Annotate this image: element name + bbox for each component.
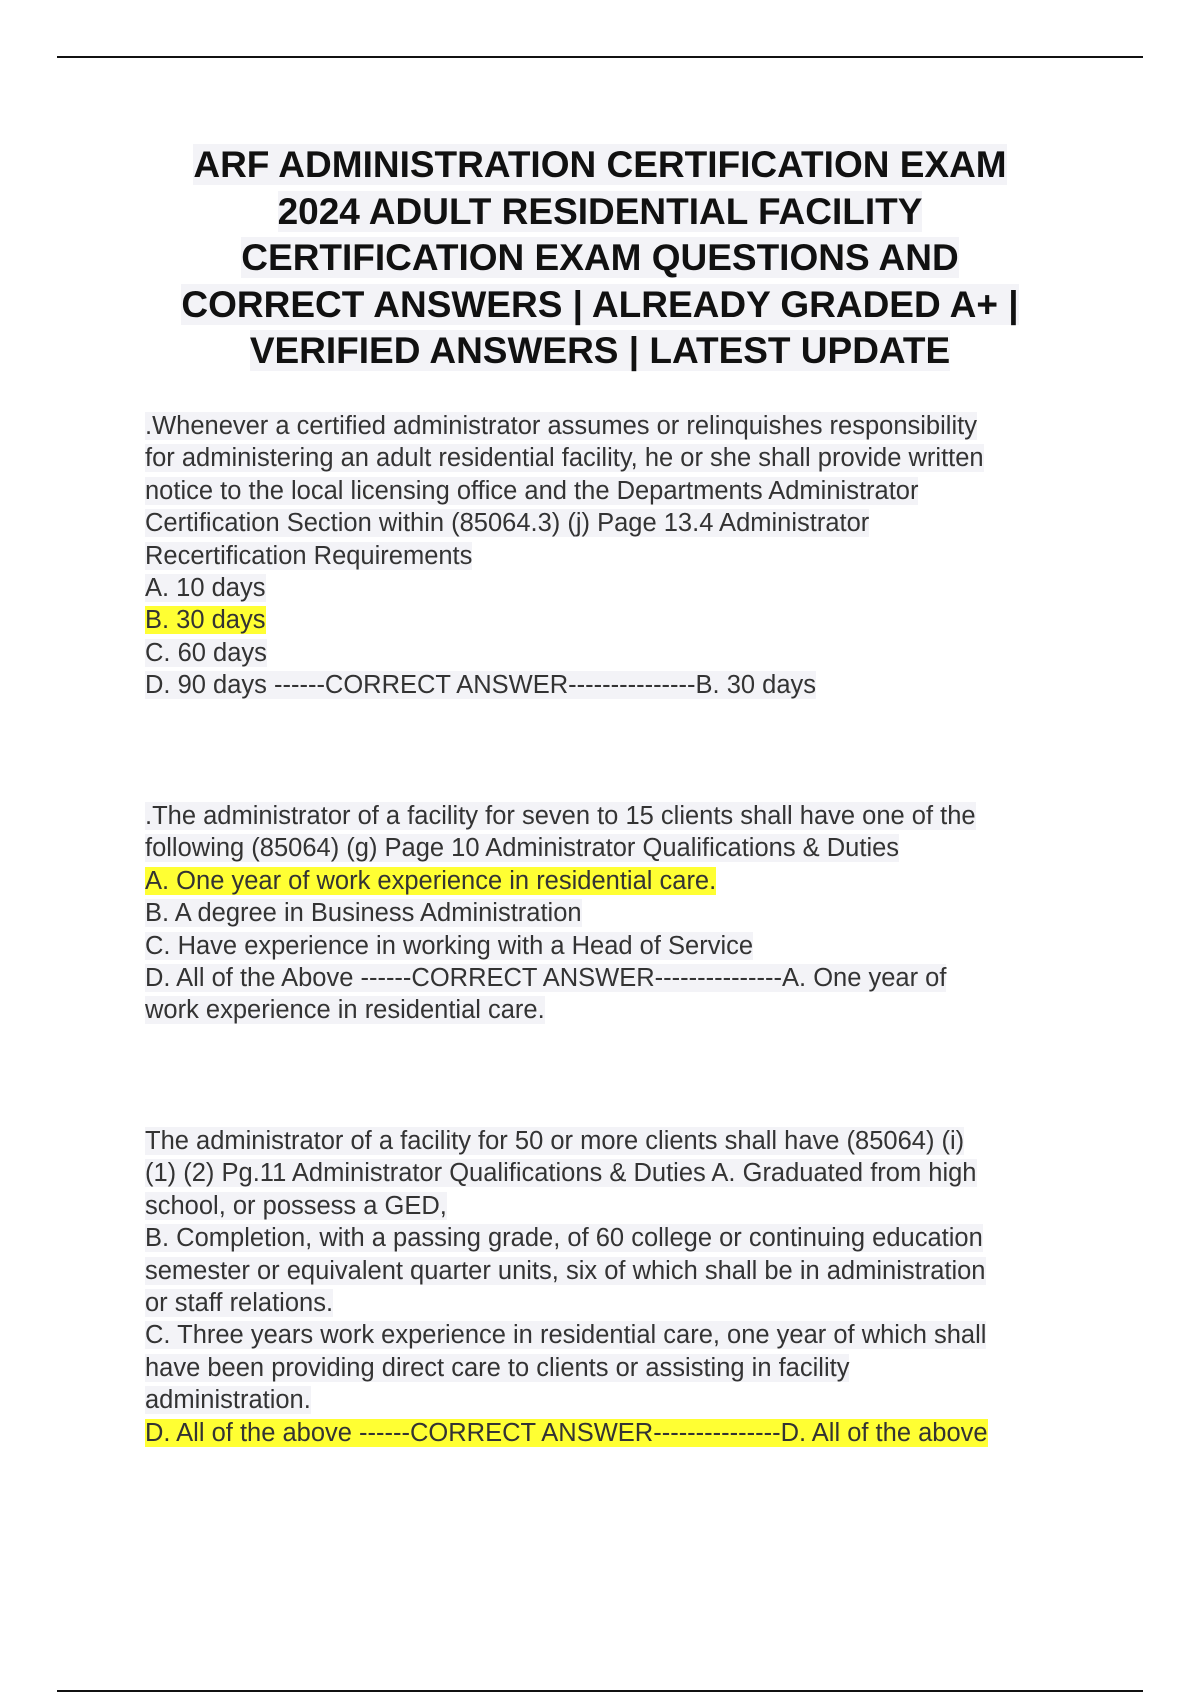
question-1-text: Certification Section within (85064.3) (j) Page 13.4 Administrator: [145, 509, 870, 538]
question-2-text: .The administrator of a facility for seven to 15 clients shall have one of the: [145, 802, 976, 830]
question-3-option-d-highlighted: D. All of the above ------CORRECT ANSWER---------------D. All of the above: [145, 1418, 988, 1447]
question-2-text: following (85064) (g) Page 10 Administrator Qualifications & Duties: [145, 834, 900, 863]
question-3-text: The administrator of a facility for 50 or more clients shall have (85064) (i): [145, 1127, 965, 1155]
question-3-text: (1) (2) Pg.11 Administrator Qualifications & Duties A. Graduated from high: [145, 1159, 977, 1188]
question-2: [145, 800, 1090, 1027]
question-3-option-b: semester or equivalent quarter units, six of which shall be in administration: [145, 1256, 986, 1285]
question-1-option-d-answer: D. 90 days ------CORRECT ANSWER---------------B. 30 days: [145, 671, 817, 700]
title-line: 2024 ADULT RESIDENTIAL FACILITY: [277, 190, 923, 232]
title-line: ARF ADMINISTRATION CERTIFICATION EXAM: [193, 144, 1007, 185]
title-line: VERIFIED ANSWERS | LATEST UPDATE: [249, 330, 951, 371]
question-1-option-c: C. 60 days: [145, 638, 267, 667]
question-1-text: Recertification Requirements: [145, 541, 473, 570]
question-1-text: for administering an adult residential facility, he or she shall provide written: [145, 444, 984, 473]
question-1-text: notice to the local licensing office and the Departments Administrator: [145, 476, 919, 505]
question-2-answer-continued: work experience in residential care.: [145, 996, 545, 1025]
question-3-option-c: have been providing direct care to clients or assisting in facility: [145, 1353, 850, 1382]
question-3-option-b: B. Completion, with a passing grade, of 60 college or continuing education: [145, 1224, 983, 1253]
question-1-option-a: A. 10 days: [145, 574, 266, 603]
question-2-option-a-highlighted: A. One year of work experience in residential care.: [145, 866, 717, 895]
question-2-option-b: B. A degree in Business Administration: [145, 899, 582, 928]
title-line: CERTIFICATION EXAM QUESTIONS AND: [241, 237, 959, 278]
question-1: [145, 410, 1090, 702]
question-2-option-c: C. Have experience in working with a Head of Service: [145, 931, 754, 960]
question-3-option-c: administration.: [145, 1386, 311, 1415]
bottom-rule: [57, 1690, 1143, 1692]
title-line: CORRECT ANSWERS | ALREADY GRADED A+ |: [181, 283, 1019, 325]
question-3: [145, 1125, 1090, 1449]
question-2-option-d-answer: D. All of the Above ------CORRECT ANSWER---------------A. One year of: [145, 964, 947, 993]
question-3-option-b: or staff relations.: [145, 1289, 334, 1318]
question-1-option-b-highlighted: B. 30 days: [145, 606, 266, 635]
question-3-option-c: C. Three years work experience in residential care, one year of which shall: [145, 1321, 987, 1350]
question-1-text: .Whenever a certified administrator assumes or relinquishes responsibility: [145, 412, 977, 440]
question-3-text: school, or possess a GED,: [145, 1191, 447, 1220]
document-title: [130, 142, 1070, 375]
top-rule: [57, 56, 1143, 58]
